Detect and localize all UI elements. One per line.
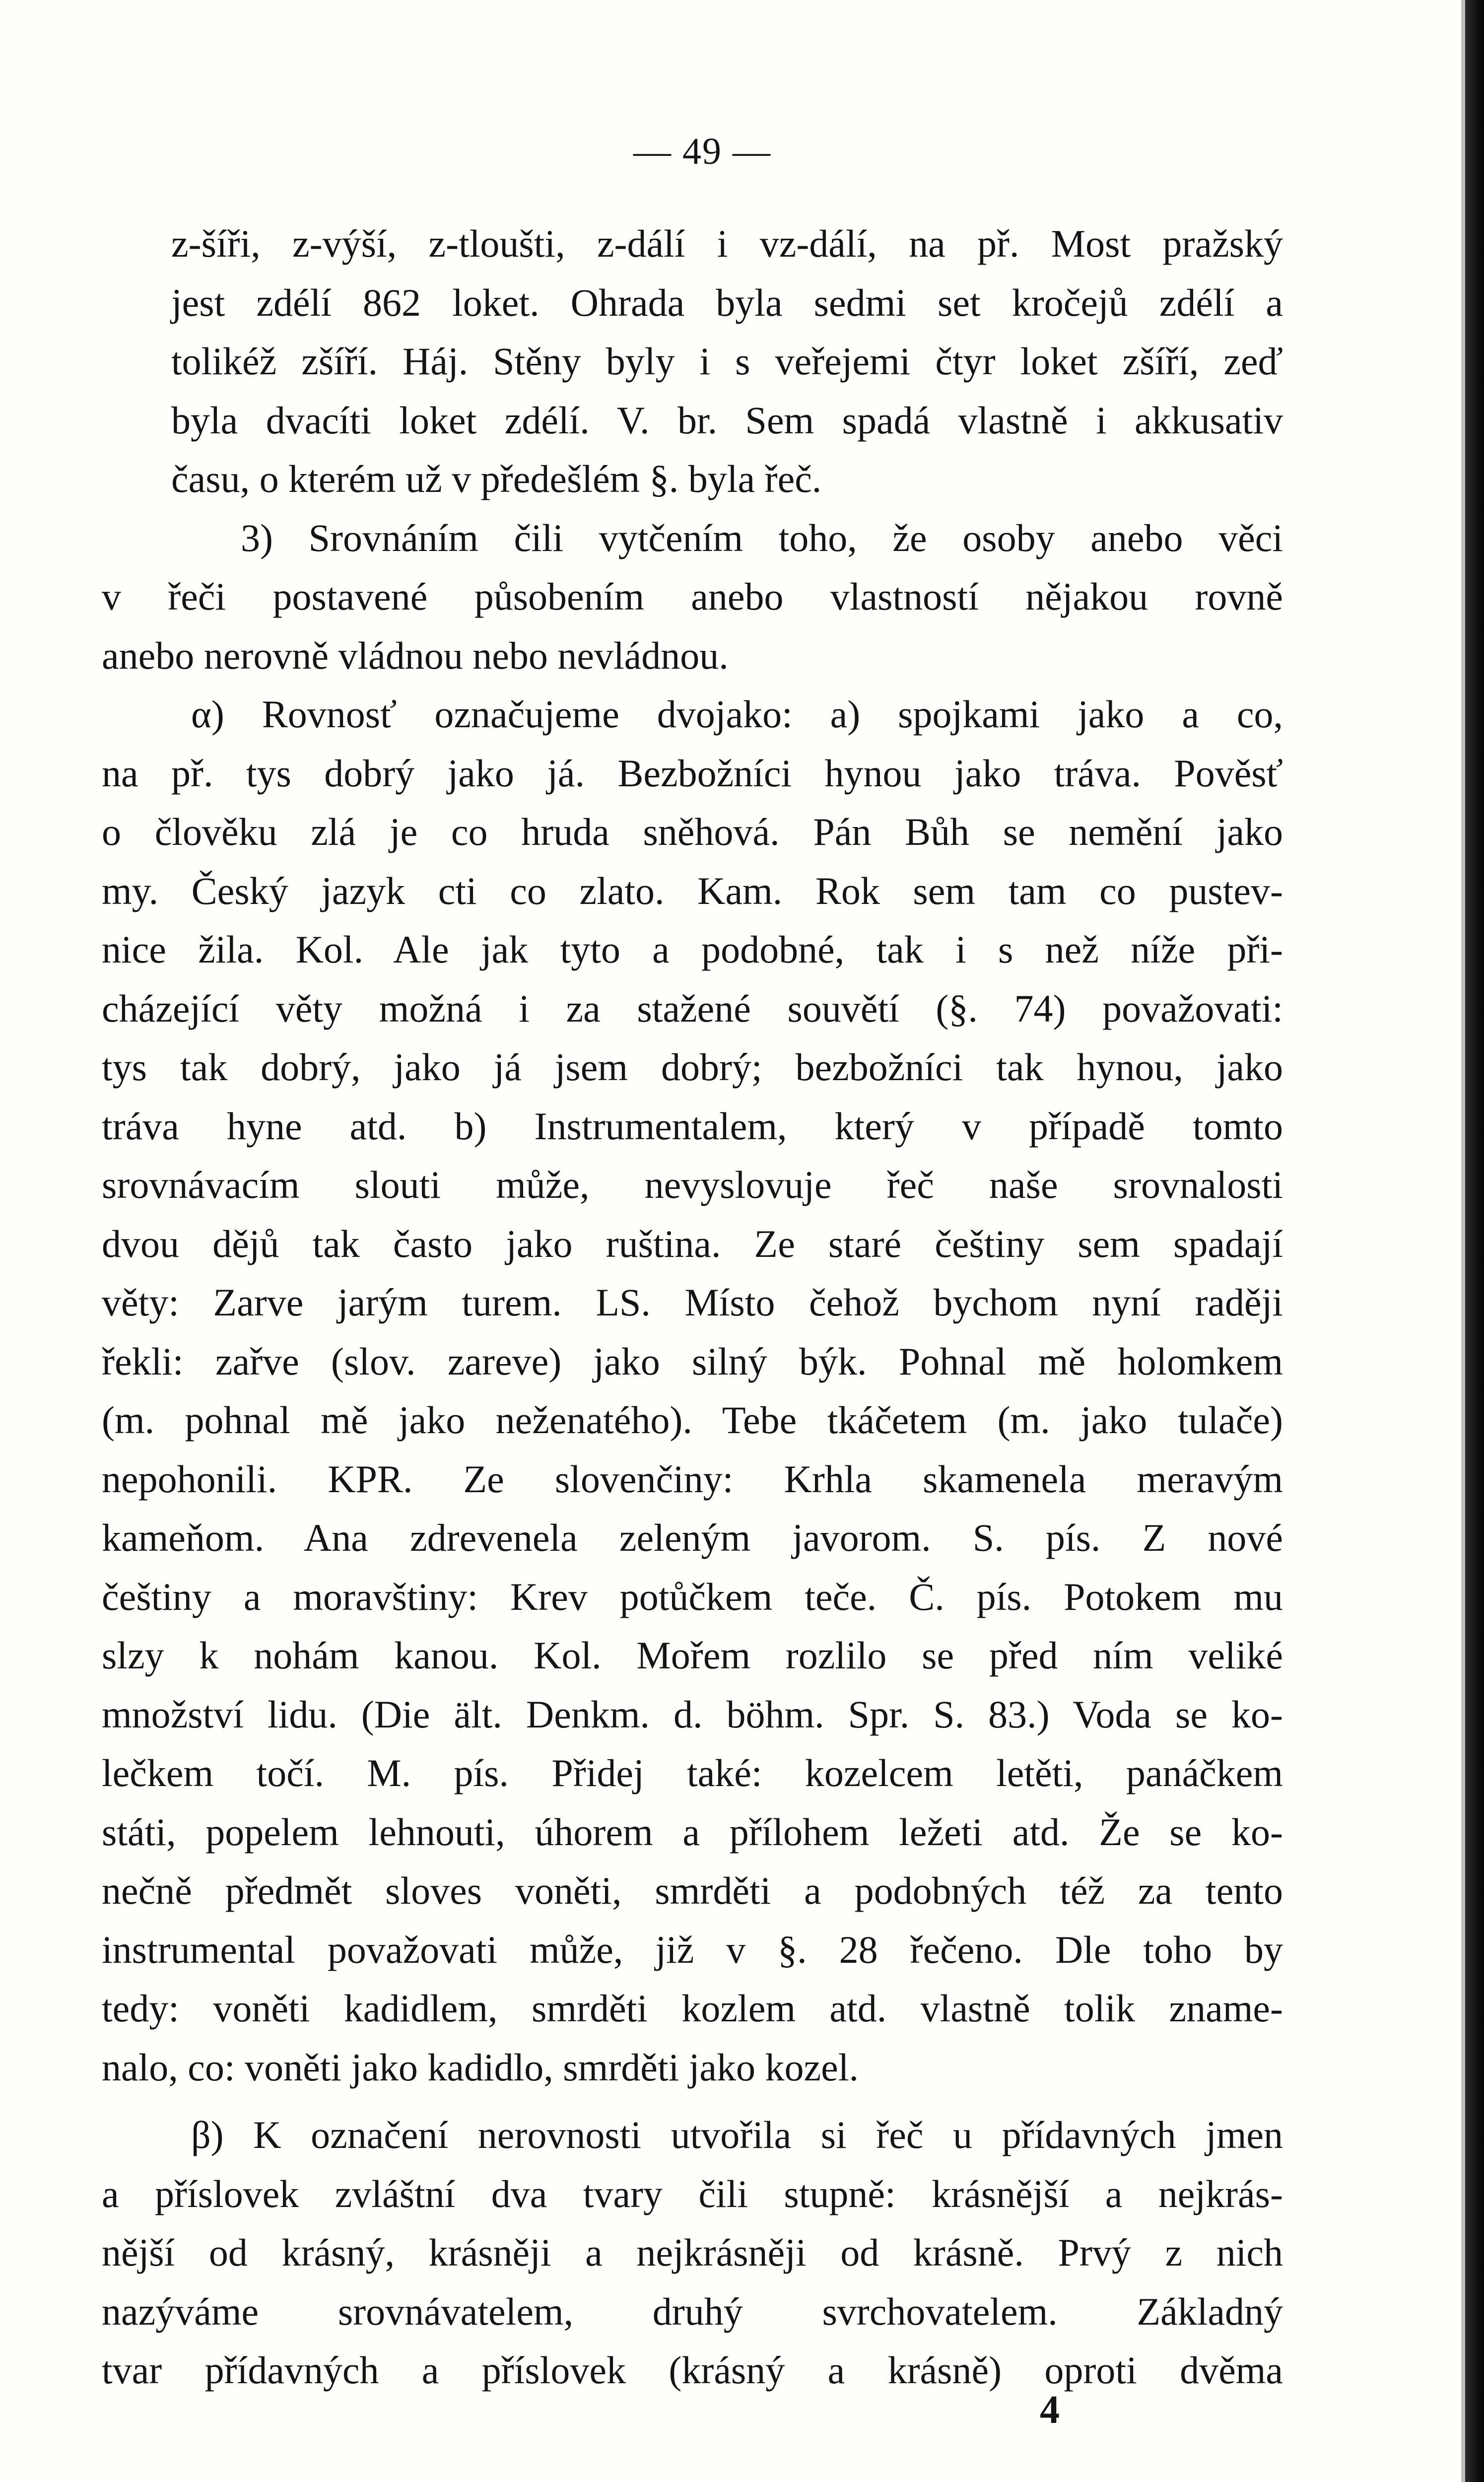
text-line: nalo, co: voněti jako kadidlo, smrděti jako kozel.: [102, 2045, 859, 2089]
paragraph-2: [102, 509, 1283, 686]
text-line: tvar přídavných a příslovek (krásný a krásně) oproti dvěma: [102, 2348, 1283, 2392]
text-line: β) K označení nerovnosti utvořila si řeč u přídavných jmen: [191, 2113, 1283, 2156]
text-line: češtiny a moravštiny: Krev potůčkem teče. Č. pís. Potokem mu: [102, 1575, 1283, 1618]
text-line: tolikéž zšíří. Háj. Stěny byly i s veřejemi čtyr loket zšíří, zeď: [171, 340, 1283, 383]
body-text: [102, 214, 1283, 2400]
text-line: lečkem točí. M. pís. Přidej také: kozelcem letěti, panáčkem: [102, 1751, 1283, 1794]
text-line: 3) Srovnáním čili vytčením toho, že osoby anebo věci: [241, 516, 1283, 559]
text-line: jest zdélí 862 loket. Ohrada byla sedmi set kročejů zdélí a: [171, 280, 1283, 324]
text-line: tedy: voněti kadidlem, smrděti kozlem atd. vlastně tolik zname-: [102, 1987, 1283, 2030]
text-line: cházející věty možná i za stažené souvětí (§. 74) považovati:: [102, 986, 1283, 1030]
text-line: srovnávacím slouti může, nevyslovuje řeč naše srovnalosti: [102, 1163, 1283, 1206]
text-line: dvou dějů tak často jako ruština. Ze staré češtiny sem spadají: [102, 1222, 1283, 1265]
text-line: nečně předmět sloves voněti, smrděti a podobných též za tento: [102, 1869, 1283, 1912]
text-line: byla dvacíti loket zdélí. V. br. Sem spadá vlastně i akkusativ: [171, 398, 1283, 442]
text-line: tys tak dobrý, jako já jsem dobrý; bezbožníci tak hynou, jako: [102, 1045, 1283, 1089]
paragraph-3: [102, 685, 1283, 2097]
text-line: instrumental považovati může, již v §. 28 řečeno. Dle toho by: [102, 1928, 1283, 1971]
signature-mark: 4: [1040, 2388, 1060, 2432]
text-line: státi, popelem lehnouti, úhorem a přílohem ležeti atd. Že se ko-: [102, 1810, 1283, 1854]
text-line: slzy k nohám kanou. Kol. Mořem rozlilo se před ním veliké: [102, 1634, 1283, 1677]
text-line: o člověku zlá je co hruda sněhová. Pán Bůh se nemění jako: [102, 810, 1283, 853]
text-line: α) Rovnosť označujeme dvojako: a) spojkami jako a co,: [191, 692, 1283, 736]
scan-edge-shadow: [1461, 0, 1465, 2482]
scan-edge: [1465, 0, 1484, 2482]
text-line: množství lidu. (Die ält. Denkm. d. böhm. Spr. S. 83.) Voda se ko-: [102, 1692, 1283, 1736]
text-line: v řeči postavené působením anebo vlastností nějakou rovně: [102, 575, 1283, 618]
page-number-header: — 49 —: [633, 131, 771, 172]
text-line: věty: Zarve jarým turem. LS. Místo čehož bychom nyní raději: [102, 1281, 1283, 1324]
text-line: nazýváme srovnávatelem, druhý svrchovatelem. Základný: [102, 2289, 1283, 2333]
text-line: řekli: zařve (slov. zareve) jako silný býk. Pohnal mě holomkem: [102, 1339, 1283, 1383]
text-line: nice žila. Kol. Ale jak tyto a podobné, tak i s než níže při-: [102, 928, 1283, 971]
text-line: a příslovek zvláštní dva tvary čili stupně: krásnější a nejkrás-: [102, 2172, 1283, 2215]
paragraph-4: [102, 2106, 1283, 2400]
text-line: nepohonili. KPR. Ze slovenčiny: Krhla skamenela meravým: [102, 1457, 1283, 1501]
text-line: z-šíři, z-výší, z-tloušti, z-dálí i vz-dálí, na př. Most pražský: [171, 222, 1283, 265]
text-line: kameňom. Ana zdrevenela zeleným javorom. S. pís. Z nové: [102, 1516, 1283, 1559]
text-line: nější od krásný, krásněji a nejkrásněji od krásně. Prvý z nich: [102, 2231, 1283, 2274]
text-line: anebo nerovně vládnou nebo nevládnou.: [102, 633, 729, 677]
text-line: tráva hyne atd. b) Instrumentalem, který v případě tomto: [102, 1104, 1283, 1148]
text-line: času, o kterém už v předešlém §. byla řeč.: [171, 457, 822, 500]
paragraph-1: [102, 214, 1283, 509]
text-line: my. Český jazyk cti co zlato. Kam. Rok sem tam co pustev-: [102, 869, 1283, 912]
text-line: (m. pohnal mě jako neženatého). Tebe tkáčetem (m. jako tulače): [102, 1398, 1283, 1442]
text-line: na př. tys dobrý jako já. Bezbožníci hynou jako tráva. Pověsť: [102, 751, 1283, 795]
